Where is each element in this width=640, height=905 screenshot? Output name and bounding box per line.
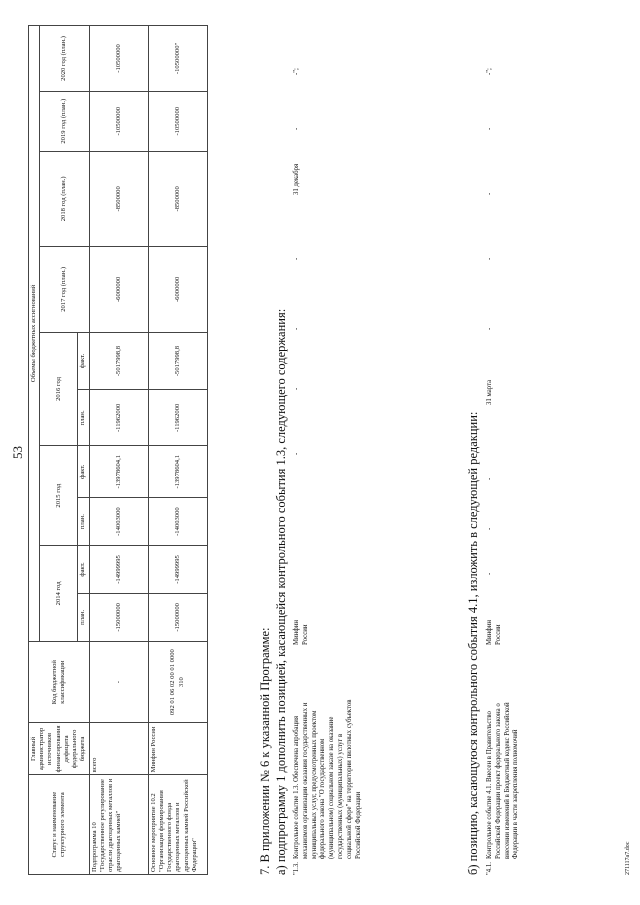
header-2019: 2019 год (план.)	[40, 91, 89, 151]
cell-2020: -10500000	[89, 26, 148, 92]
event-1-3-org: Минфин России	[293, 620, 309, 645]
event-4-1-dash: -	[486, 327, 493, 330]
header-2020: 2020 год (план.)	[40, 26, 89, 92]
header-2018: 2018 год (план.)	[40, 151, 89, 246]
event-1-3-dash: -	[293, 327, 300, 330]
header-2014: 2014 год	[40, 546, 78, 642]
cell-2014-fact: -14999995	[89, 546, 148, 594]
event-1-3-number: "1.3.	[293, 862, 300, 875]
event-4-1-dash: -	[486, 127, 493, 130]
event-1-3-dash: -	[293, 452, 300, 455]
header-fact: факт.	[78, 546, 89, 594]
row-admin: всего	[89, 723, 148, 775]
event-1-3-dash: -	[293, 127, 300, 130]
cell-2016-fact: -5017998,8	[148, 332, 207, 390]
cell-2020: -10500000"	[148, 26, 207, 92]
header-fact: факт.	[78, 332, 89, 390]
cell-2016-plan: -11962000	[89, 390, 148, 446]
event-4-1-dash: -	[486, 257, 493, 260]
cell-2014-plan: -15000000	[148, 593, 207, 641]
event-1-3-date: 31 декабря	[293, 163, 300, 195]
cell-2015-plan: -14003000	[89, 498, 148, 546]
event-4-1-end: -";	[486, 68, 493, 75]
cell-2017: -6000000	[148, 247, 207, 333]
header-status-name: Статус и наименование структурного элемента	[29, 775, 90, 875]
header-plan: план.	[78, 593, 89, 641]
page-number: 53	[10, 446, 25, 459]
budget-table	[28, 25, 208, 875]
event-1-3-dash: -	[293, 257, 300, 260]
event-1-3-dash: -	[293, 387, 300, 390]
cell-2015-fact: -13978604,1	[148, 446, 207, 498]
event-4-1-text: Контрольное событие 4.1. Внесен в Правительство Российской Федерации проект федерального закона о внесении изменений в Бюджетный кодекс Российской Федерации в части закрепления полномочий	[486, 702, 520, 859]
heading-b: б) позицию, касающуюся контрольного события 4.1, изложить в следующей редакции:	[466, 411, 480, 875]
row-name: Основное мероприятие 10.2 "Организация формирования Государственного фонда драгоценных металлов и драгоценных камней Российской Федерации"	[148, 775, 207, 875]
header-2017: 2017 год (план.)	[40, 247, 89, 333]
heading-a: а) подпрограмму 1 дополнить позицией, касающейся контрольного события 1.3, следующего содержания:	[274, 308, 288, 875]
table-row	[148, 26, 207, 875]
header-code: Код бюджетной классификации	[29, 641, 90, 723]
cell-2014-plan: -15000000	[89, 593, 148, 641]
cell-2016-plan: -11962000	[148, 390, 207, 446]
header-plan: план.	[78, 498, 89, 546]
header-volumes: Объемы бюджетных ассигнований	[29, 26, 40, 642]
event-4-1-dash: -	[486, 572, 493, 575]
header-2016: 2016 год	[40, 332, 78, 446]
footer-filename: 271117а7.doc	[625, 841, 631, 875]
cell-2019: -10500000	[148, 91, 207, 151]
event-1-3-text: Контрольное событие 1.3. Обеспечена апробация механизмов организации оказания государственных и муниципальных услуг, предусмотренных проектом федерального закона "О государственном (муниципальном) социальном заказе на оказание государственных (муниципальных) услуг в социальной сфере" на территории пилотных субъектов Российской Федерации	[293, 699, 362, 859]
event-4-1-number: "4.1.	[486, 862, 493, 875]
event-4-1-org: Минфин России	[486, 620, 502, 645]
event-4-1-dash: -	[486, 527, 493, 530]
event-1-3-row	[293, 25, 433, 875]
table-row	[89, 26, 148, 875]
table-header-row	[29, 26, 40, 875]
event-4-1-date: 31 марта	[486, 379, 493, 405]
cell-2014-fact: -14999995	[148, 546, 207, 594]
cell-2016-fact: -5017998,8	[89, 332, 148, 390]
cell-2015-fact: -13978604,1	[89, 446, 148, 498]
header-plan: план.	[78, 390, 89, 446]
cell-2018: -8500000	[89, 151, 148, 246]
row-name: Подпрограмма 10 "Государственное регулирование отрасли драгоценных металлов и драгоценных камней"	[89, 775, 148, 875]
event-4-1-row	[486, 25, 586, 875]
row-code: 092 01 06 02 00 01 0000 310	[148, 641, 207, 723]
event-1-3-end: -";	[293, 68, 300, 75]
header-2015: 2015 год	[40, 446, 78, 546]
row-admin: Минфин России	[148, 723, 207, 775]
cell-2017: -6000000	[89, 247, 148, 333]
header-administrator: Главный администратор источников финансирования дефицита федерального бюджета	[29, 723, 90, 775]
heading-7: 7. В приложении № 6 к указанной Программе:	[258, 627, 272, 875]
event-4-1-dash: -	[486, 192, 493, 195]
event-4-1-dash: -	[486, 477, 493, 480]
cell-2018: -8500000	[148, 151, 207, 246]
header-fact: факт.	[78, 446, 89, 498]
cell-2019: -10500000	[89, 91, 148, 151]
cell-2015-plan: -14003000	[148, 498, 207, 546]
row-code: -	[89, 641, 148, 723]
